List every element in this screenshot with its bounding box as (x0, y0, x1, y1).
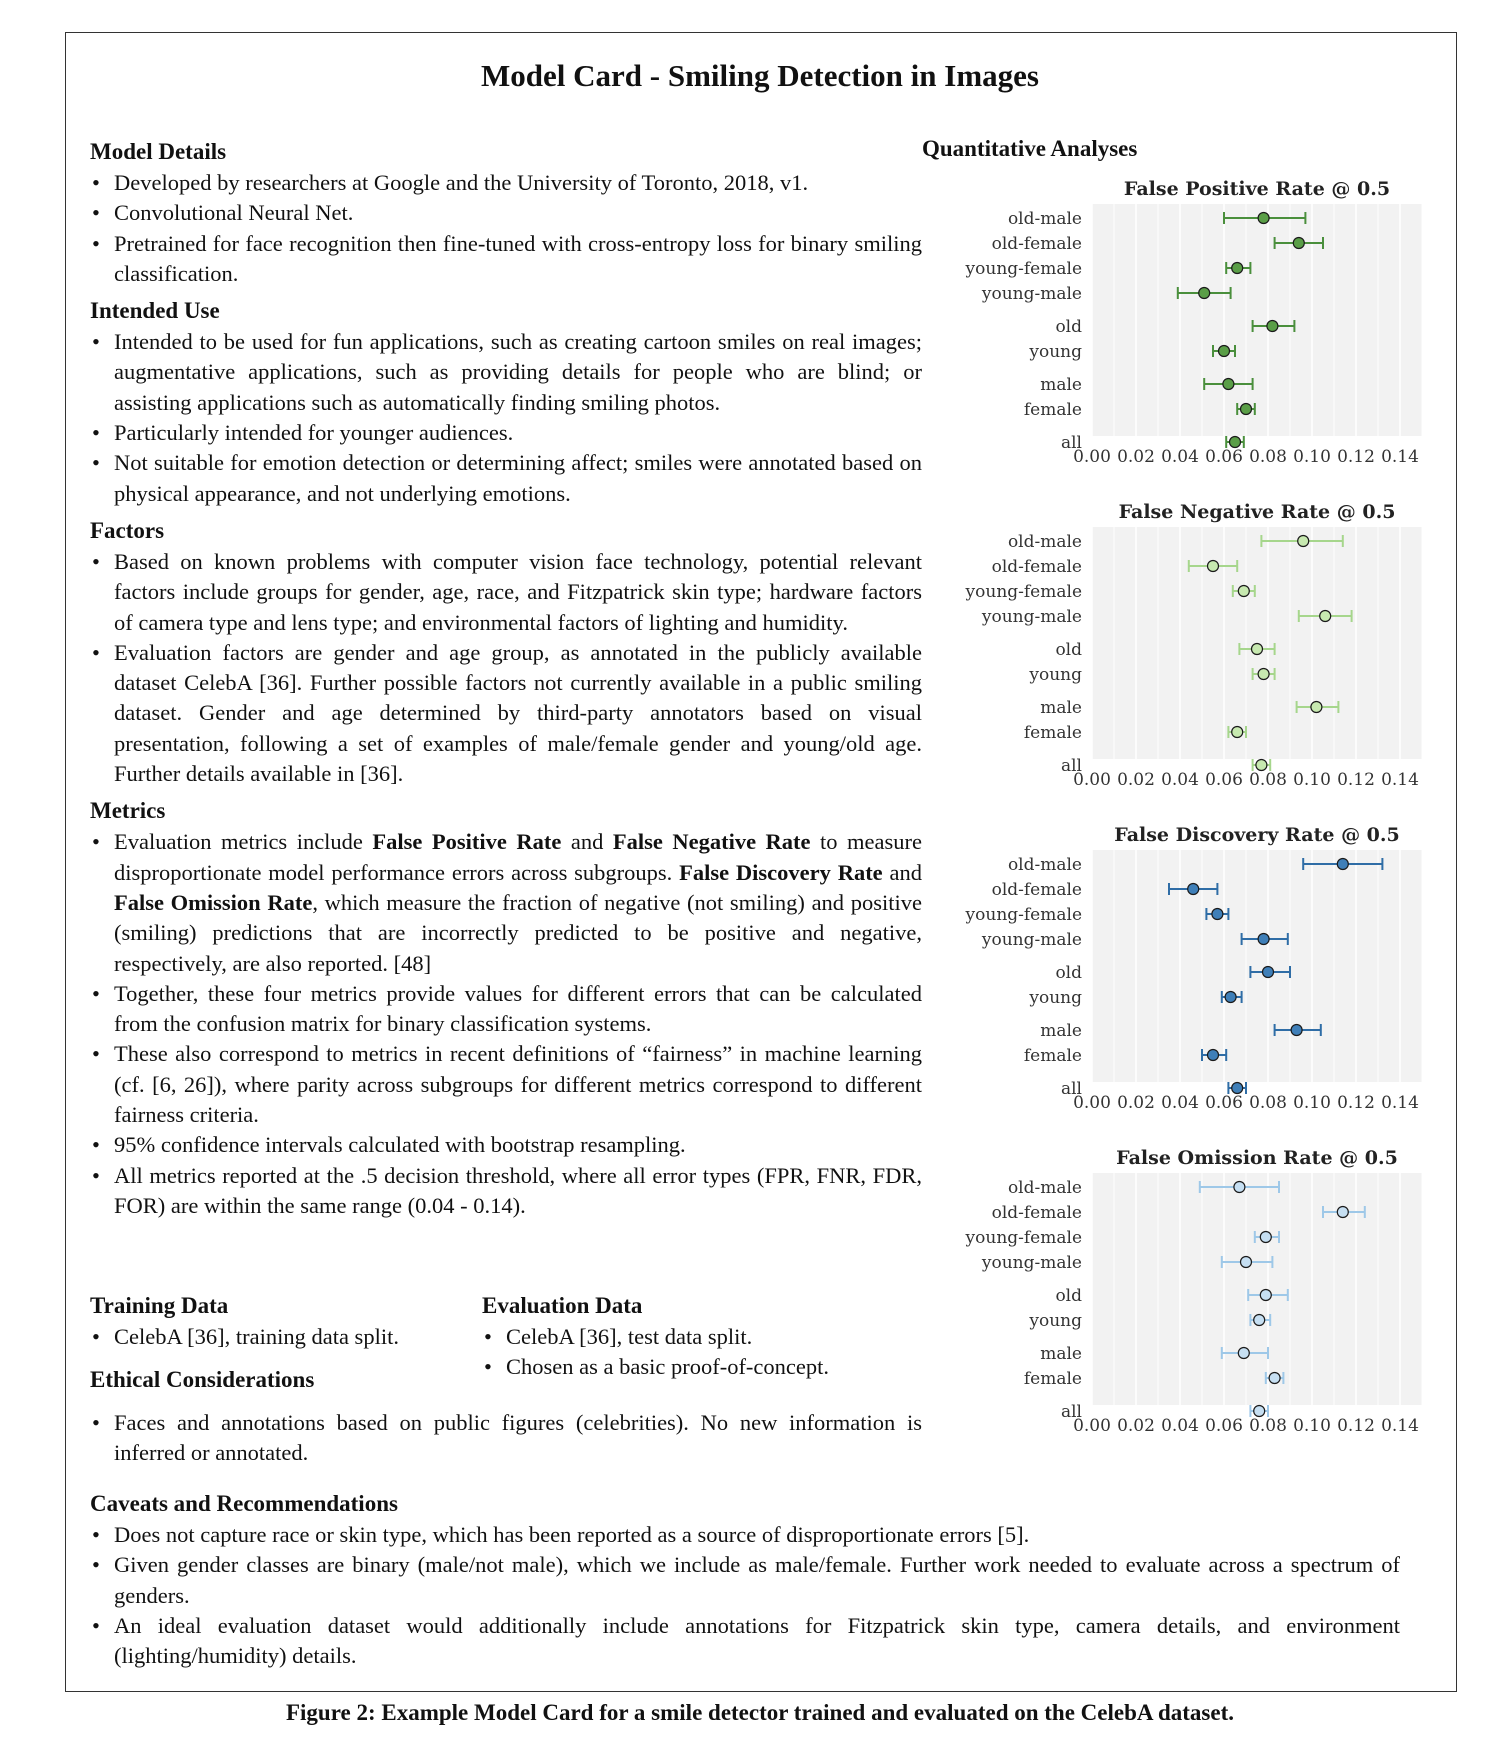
category-label: young-male (981, 607, 1082, 627)
x-tick-label: 0.06 (1205, 770, 1243, 790)
evaluation-data-list (482, 1322, 922, 1383)
list-item: • Evaluation factors are gender and age group, as annotated in the publicly available dataset CelebA [36]. Further possible factors not currently available in a public smiling dataset. Gender and age determined by third-party annotators based on visual presentation, following a set of examples of male/female gender and young/old age. Further details available in [36]. (90, 638, 922, 789)
list-item: • Not suitable for emotion detection or determining affect; smiles were annotated based on physical appearance, and not underlying emotions. (90, 448, 922, 509)
category-label: male (1040, 698, 1082, 718)
data-point (1320, 611, 1331, 622)
data-point (1252, 644, 1263, 655)
data-point (1260, 1290, 1271, 1301)
plot-background (1092, 1173, 1422, 1405)
plot-background (1092, 204, 1422, 436)
data-point (1267, 321, 1278, 332)
data-point (1311, 702, 1322, 713)
x-tick-label: 0.06 (1205, 447, 1243, 467)
model-details-list (90, 168, 922, 289)
ethical-list (90, 1408, 922, 1469)
data-point (1258, 934, 1269, 945)
data-point (1241, 404, 1252, 415)
list-item: • Chosen as a basic proof-of-concept. (482, 1352, 922, 1382)
x-tick-label: 0.08 (1249, 1416, 1287, 1436)
x-tick-label: 0.02 (1117, 447, 1155, 467)
x-tick-label: 0.08 (1249, 1093, 1287, 1113)
data-point (1241, 1257, 1252, 1268)
category-label: young-female (965, 582, 1082, 602)
data-point (1258, 213, 1269, 224)
error-rate-charts (922, 180, 1442, 1480)
intended-use-list (90, 327, 922, 509)
data-point (1232, 263, 1243, 274)
x-tick-label: 0.14 (1381, 770, 1419, 790)
list-item: • Convolutional Neural Net. (90, 198, 922, 228)
x-tick-label: 0.04 (1161, 1416, 1199, 1436)
list-item: • Intended to be used for fun applications, such as creating cartoon smiles on real images; augmentative applications, such as providing details for people who are blind; or assisting applications such as automatically finding smiling photos. (90, 327, 922, 418)
x-tick-label: 0.10 (1293, 770, 1331, 790)
list-item: • 95% confidence intervals calculated with bootstrap resampling. (90, 1130, 922, 1160)
data-sections (90, 1290, 922, 1466)
data-point (1219, 346, 1230, 357)
chart-title: False Negative Rate @ 0.5 (1118, 501, 1396, 523)
category-label: all (1060, 756, 1082, 776)
category-label: male (1040, 1021, 1082, 1041)
list-item: • Particularly intended for younger audiences. (90, 418, 922, 448)
data-point (1258, 669, 1269, 680)
x-tick-label: 0.04 (1161, 1093, 1199, 1113)
x-tick-label: 0.04 (1161, 447, 1199, 467)
section-heading-intended-use: Intended Use (90, 298, 220, 324)
x-tick-label: 0.12 (1337, 1416, 1375, 1436)
chart-title: False Positive Rate @ 0.5 (1123, 180, 1391, 200)
charts-area (922, 180, 1442, 1480)
category-label: all (1060, 433, 1082, 453)
x-tick-label: 0.06 (1205, 1093, 1243, 1113)
section-heading-factors: Factors (90, 517, 165, 543)
quantitative-analyses-title: Quantitative Analyses (922, 136, 1138, 161)
list-item: • CelebA [36], training data split. (90, 1322, 470, 1352)
x-tick-label: 0.08 (1249, 770, 1287, 790)
x-tick-label: 0.02 (1117, 1093, 1155, 1113)
category-label: young-male (981, 284, 1082, 304)
data-point (1254, 1315, 1265, 1326)
section-heading-ethical: Ethical Considerations (90, 1367, 315, 1393)
x-tick-label: 0.08 (1249, 447, 1287, 467)
x-tick-label: 0.00 (1073, 1416, 1111, 1436)
x-tick-label: 0.14 (1381, 1416, 1419, 1436)
data-point (1199, 288, 1210, 299)
list-item: • Faces and annotations based on public figures (celebrities). No new information is inferred or annotated. (90, 1408, 922, 1469)
data-point (1234, 1182, 1245, 1193)
list-item: • An ideal evaluation dataset would additionally include annotations for Fitzpatrick skin type, camera details, and environment (lighting/humidity) details. (90, 1611, 1400, 1672)
data-point (1291, 1025, 1302, 1036)
category-label: old (1055, 317, 1082, 337)
category-label: old-female (991, 880, 1082, 900)
category-label: all (1060, 1402, 1082, 1422)
section-heading-model-details: Model Details (90, 139, 227, 164)
category-label: old-female (991, 557, 1082, 577)
category-label: male (1040, 1344, 1082, 1364)
section-heading-caveats: Caveats and Recommendations (90, 1491, 398, 1516)
x-tick-label: 0.10 (1293, 447, 1331, 467)
category-label: old (1055, 1286, 1082, 1306)
data-point (1212, 909, 1223, 920)
category-label: young-male (981, 930, 1082, 950)
category-label: female (1023, 400, 1082, 420)
data-point (1260, 1232, 1271, 1243)
list-item: • Does not capture race or skin type, which has been reported as a source of disproportionate errors [5]. (90, 1520, 1400, 1550)
category-label: young-female (965, 259, 1082, 279)
list-item: • Developed by researchers at Google and the University of Toronto, 2018, v1. (90, 168, 922, 198)
x-tick-label: 0.12 (1337, 447, 1375, 467)
data-point (1254, 1406, 1265, 1417)
category-label: old-female (991, 1203, 1082, 1223)
category-label: young-female (965, 1228, 1082, 1248)
category-label: female (1023, 723, 1082, 743)
training-data-section (90, 1290, 470, 1396)
chart-title: False Discovery Rate @ 0.5 (1114, 824, 1400, 846)
category-label: young (1029, 342, 1082, 362)
card-title: Model Card - Smiling Detection in Images (481, 58, 1039, 93)
figure-caption: Figure 2: Example Model Card for a smile detector trained and evaluated on the CelebA dataset. (285, 1700, 1235, 1725)
list-item: • These also correspond to metrics in recent definitions of “fairness” in machine learning (cf. [6, 26]), where parity across subgroups for different metrics correspond to different fairness criteria. (90, 1039, 922, 1130)
metrics-list (90, 827, 922, 1221)
category-label: old-male (1007, 532, 1082, 552)
category-label: young-female (965, 905, 1082, 925)
x-tick-label: 0.06 (1205, 1416, 1243, 1436)
x-tick-label: 0.10 (1293, 1416, 1331, 1436)
category-label: old-male (1007, 855, 1082, 875)
data-point (1232, 727, 1243, 738)
x-tick-label: 0.14 (1381, 1093, 1419, 1113)
category-label: young (1029, 1311, 1082, 1331)
x-tick-label: 0.02 (1117, 1416, 1155, 1436)
caveats-list (90, 1520, 1400, 1671)
data-point (1230, 437, 1241, 448)
section-heading-training-data: Training Data (90, 1293, 229, 1318)
x-tick-label: 0.00 (1073, 770, 1111, 790)
data-point (1238, 586, 1249, 597)
x-tick-label: 0.02 (1117, 770, 1155, 790)
x-tick-label: 0.00 (1073, 1093, 1111, 1113)
category-label: young (1029, 665, 1082, 685)
data-point (1232, 1083, 1243, 1094)
category-label: old-female (991, 234, 1082, 254)
category-label: young (1029, 988, 1082, 1008)
training-data-list (90, 1322, 470, 1352)
data-point (1225, 992, 1236, 1003)
data-point (1269, 1373, 1280, 1384)
data-point (1208, 1050, 1219, 1061)
list-item: • Evaluation metrics include False Positive Rate and False Negative Rate to measure disproportionate model performance errors across subgroups. False Discovery Rate and False Omission Rate, which measure the fraction of negative (not smiling) and positive (smiling) predictions that are incorrectly predicted to be positive and negative, respectively, are also reported. [48] (90, 827, 922, 978)
section-heading-evaluation-data: Evaluation Data (482, 1293, 643, 1318)
category-label: old (1055, 963, 1082, 983)
category-label: male (1040, 375, 1082, 395)
x-tick-label: 0.10 (1293, 1093, 1331, 1113)
category-label: old-male (1007, 1178, 1082, 1198)
data-point (1188, 884, 1199, 895)
data-point (1208, 561, 1219, 572)
chart-title: False Omission Rate @ 0.5 (1116, 1147, 1398, 1169)
x-tick-label: 0.12 (1337, 770, 1375, 790)
category-label: old-male (1007, 209, 1082, 229)
list-item: • All metrics reported at the .5 decision threshold, where all error types (FPR, FNR, FDR, FOR) are within the same range (0.04 - 0.14). (90, 1161, 922, 1222)
list-item: • Given gender classes are binary (male/not male), which we include as male/female. Further work needed to evaluate across a spectrum of genders. (90, 1550, 1400, 1611)
factors-list (90, 547, 922, 789)
list-item: • Based on known problems with computer vision face technology, potential relevant factors include groups for gender, age, race, and Fitzpatrick skin type; hardware factors of camera type and lens type; and environmental factors of lighting and humidity. (90, 547, 922, 638)
caveats-section (90, 1488, 1400, 1677)
data-point (1223, 379, 1234, 390)
data-point (1298, 536, 1309, 547)
category-label: female (1023, 1369, 1082, 1389)
category-label: all (1060, 1079, 1082, 1099)
data-point (1263, 967, 1274, 978)
data-point (1238, 1348, 1249, 1359)
x-tick-label: 0.04 (1161, 770, 1199, 790)
data-point (1337, 859, 1348, 870)
x-tick-label: 0.14 (1381, 447, 1419, 467)
list-item: • Pretrained for face recognition then fine-tuned with cross-entropy loss for binary smiling classification. (90, 229, 922, 290)
plot-background (1092, 850, 1422, 1082)
evaluation-data-section (482, 1290, 922, 1389)
x-tick-label: 0.00 (1073, 447, 1111, 467)
data-point (1256, 760, 1267, 771)
category-label: young-male (981, 1253, 1082, 1273)
data-point (1337, 1207, 1348, 1218)
section-heading-metrics: Metrics (90, 798, 166, 824)
x-tick-label: 0.12 (1337, 1093, 1375, 1113)
data-point (1293, 238, 1304, 249)
list-item: • CelebA [36], test data split. (482, 1322, 922, 1352)
category-label: female (1023, 1046, 1082, 1066)
left-column (90, 136, 922, 1227)
category-label: old (1055, 640, 1082, 660)
list-item: • Together, these four metrics provide values for different errors that can be calculated from the confusion matrix for binary classification systems. (90, 979, 922, 1040)
